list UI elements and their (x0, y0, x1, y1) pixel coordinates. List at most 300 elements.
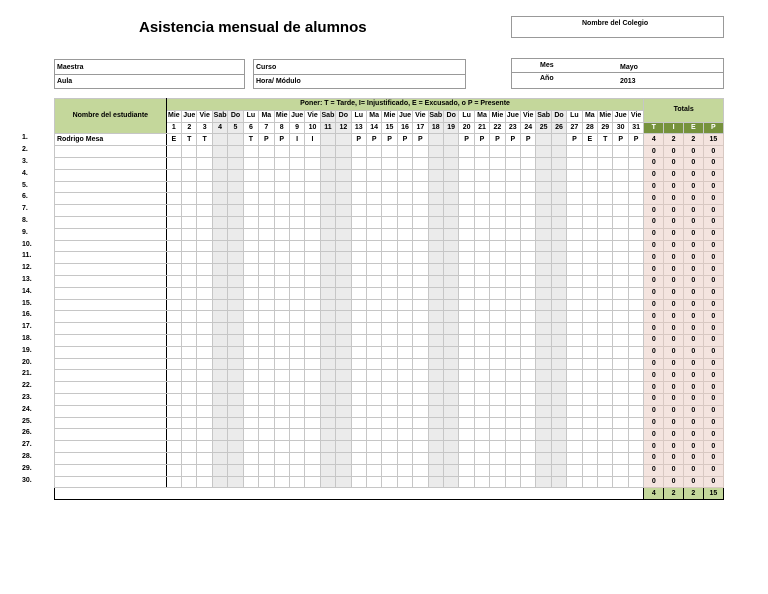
attendance-cell[interactable] (598, 334, 613, 346)
attendance-cell[interactable] (382, 193, 397, 205)
attendance-cell[interactable]: I (289, 134, 304, 146)
attendance-cell[interactable] (228, 134, 243, 146)
attendance-cell[interactable] (182, 417, 197, 429)
attendance-cell[interactable] (289, 205, 304, 217)
attendance-cell[interactable] (428, 370, 443, 382)
attendance-cell[interactable] (351, 299, 366, 311)
attendance-cell[interactable] (628, 429, 644, 441)
attendance-cell[interactable] (490, 181, 505, 193)
attendance-cell[interactable] (289, 146, 304, 158)
attendance-cell[interactable] (567, 405, 582, 417)
attendance-cell[interactable] (628, 146, 644, 158)
attendance-cell[interactable] (428, 452, 443, 464)
attendance-cell[interactable] (182, 441, 197, 453)
attendance-cell[interactable] (366, 193, 381, 205)
student-name[interactable] (55, 181, 167, 193)
attendance-cell[interactable] (166, 240, 181, 252)
attendance-cell[interactable] (382, 476, 397, 488)
attendance-cell[interactable] (613, 275, 628, 287)
attendance-cell[interactable] (274, 405, 289, 417)
attendance-cell[interactable] (536, 476, 551, 488)
attendance-cell[interactable] (382, 299, 397, 311)
attendance-cell[interactable] (598, 169, 613, 181)
attendance-cell[interactable] (567, 146, 582, 158)
attendance-cell[interactable] (536, 228, 551, 240)
attendance-cell[interactable] (582, 193, 597, 205)
attendance-cell[interactable] (382, 216, 397, 228)
attendance-cell[interactable]: E (166, 134, 181, 146)
attendance-cell[interactable] (197, 146, 212, 158)
attendance-cell[interactable] (536, 370, 551, 382)
attendance-cell[interactable] (197, 264, 212, 276)
attendance-cell[interactable] (551, 358, 566, 370)
attendance-cell[interactable] (521, 228, 536, 240)
attendance-cell[interactable] (613, 240, 628, 252)
attendance-cell[interactable] (397, 346, 412, 358)
attendance-cell[interactable] (336, 216, 351, 228)
attendance-cell[interactable] (413, 311, 428, 323)
attendance-cell[interactable] (536, 193, 551, 205)
attendance-cell[interactable] (598, 429, 613, 441)
attendance-cell[interactable] (413, 464, 428, 476)
attendance-cell[interactable] (567, 157, 582, 169)
attendance-cell[interactable] (305, 452, 320, 464)
attendance-cell[interactable] (598, 358, 613, 370)
attendance-cell[interactable] (351, 169, 366, 181)
attendance-cell[interactable] (428, 228, 443, 240)
attendance-cell[interactable] (459, 240, 474, 252)
attendance-cell[interactable] (428, 146, 443, 158)
attendance-cell[interactable] (166, 169, 181, 181)
attendance-cell[interactable] (320, 311, 335, 323)
attendance-cell[interactable] (428, 334, 443, 346)
attendance-cell[interactable] (490, 382, 505, 394)
student-name[interactable] (55, 323, 167, 335)
attendance-cell[interactable] (521, 405, 536, 417)
attendance-cell[interactable] (567, 264, 582, 276)
attendance-cell[interactable] (289, 334, 304, 346)
attendance-cell[interactable] (166, 323, 181, 335)
attendance-cell[interactable] (474, 299, 489, 311)
attendance-cell[interactable] (305, 323, 320, 335)
attendance-cell[interactable]: P (274, 134, 289, 146)
attendance-cell[interactable] (536, 146, 551, 158)
attendance-cell[interactable] (474, 405, 489, 417)
attendance-cell[interactable] (459, 323, 474, 335)
attendance-cell[interactable] (474, 228, 489, 240)
attendance-cell[interactable] (182, 240, 197, 252)
attendance-cell[interactable] (382, 169, 397, 181)
attendance-cell[interactable] (413, 228, 428, 240)
attendance-cell[interactable] (413, 370, 428, 382)
attendance-cell[interactable] (166, 287, 181, 299)
attendance-cell[interactable] (613, 346, 628, 358)
attendance-cell[interactable] (490, 323, 505, 335)
attendance-cell[interactable] (243, 370, 258, 382)
attendance-cell[interactable] (243, 252, 258, 264)
attendance-cell[interactable]: P (613, 134, 628, 146)
attendance-cell[interactable] (551, 252, 566, 264)
attendance-cell[interactable] (443, 393, 458, 405)
attendance-cell[interactable] (428, 299, 443, 311)
attendance-cell[interactable] (567, 299, 582, 311)
attendance-cell[interactable] (413, 323, 428, 335)
attendance-cell[interactable] (197, 346, 212, 358)
attendance-cell[interactable] (551, 441, 566, 453)
attendance-cell[interactable] (428, 181, 443, 193)
attendance-cell[interactable] (598, 157, 613, 169)
attendance-cell[interactable] (443, 169, 458, 181)
attendance-cell[interactable] (628, 382, 644, 394)
attendance-cell[interactable] (274, 346, 289, 358)
attendance-cell[interactable] (582, 181, 597, 193)
attendance-cell[interactable] (598, 275, 613, 287)
attendance-cell[interactable] (490, 370, 505, 382)
attendance-cell[interactable] (336, 323, 351, 335)
attendance-cell[interactable] (521, 476, 536, 488)
attendance-cell[interactable] (228, 264, 243, 276)
attendance-cell[interactable] (320, 264, 335, 276)
attendance-cell[interactable] (197, 441, 212, 453)
attendance-cell[interactable] (320, 228, 335, 240)
attendance-cell[interactable] (212, 441, 227, 453)
attendance-cell[interactable] (521, 240, 536, 252)
attendance-cell[interactable] (613, 464, 628, 476)
attendance-cell[interactable] (567, 334, 582, 346)
attendance-cell[interactable] (474, 157, 489, 169)
attendance-cell[interactable] (305, 334, 320, 346)
attendance-cell[interactable] (228, 370, 243, 382)
attendance-cell[interactable] (366, 181, 381, 193)
attendance-cell[interactable] (459, 287, 474, 299)
attendance-cell[interactable] (243, 216, 258, 228)
attendance-cell[interactable] (289, 275, 304, 287)
attendance-cell[interactable] (505, 382, 520, 394)
attendance-cell[interactable] (320, 134, 335, 146)
attendance-cell[interactable] (212, 216, 227, 228)
attendance-cell[interactable] (521, 205, 536, 217)
attendance-cell[interactable] (274, 429, 289, 441)
attendance-cell[interactable] (459, 417, 474, 429)
attendance-cell[interactable] (166, 370, 181, 382)
attendance-cell[interactable] (490, 252, 505, 264)
attendance-cell[interactable] (521, 464, 536, 476)
attendance-cell[interactable] (490, 346, 505, 358)
attendance-cell[interactable] (366, 169, 381, 181)
attendance-cell[interactable] (366, 240, 381, 252)
attendance-cell[interactable] (351, 264, 366, 276)
attendance-cell[interactable] (428, 311, 443, 323)
attendance-cell[interactable] (459, 358, 474, 370)
attendance-cell[interactable] (628, 370, 644, 382)
attendance-cell[interactable] (274, 216, 289, 228)
attendance-cell[interactable] (289, 311, 304, 323)
attendance-cell[interactable] (613, 157, 628, 169)
attendance-cell[interactable] (182, 157, 197, 169)
attendance-cell[interactable] (397, 169, 412, 181)
attendance-cell[interactable] (289, 181, 304, 193)
attendance-cell[interactable] (397, 370, 412, 382)
attendance-cell[interactable] (613, 370, 628, 382)
attendance-cell[interactable] (166, 264, 181, 276)
attendance-cell[interactable] (382, 382, 397, 394)
student-name[interactable] (55, 393, 167, 405)
attendance-cell[interactable] (628, 193, 644, 205)
attendance-cell[interactable] (613, 299, 628, 311)
attendance-cell[interactable] (366, 405, 381, 417)
attendance-cell[interactable] (443, 287, 458, 299)
attendance-cell[interactable] (397, 358, 412, 370)
attendance-cell[interactable] (521, 193, 536, 205)
attendance-cell[interactable] (320, 429, 335, 441)
attendance-cell[interactable] (521, 169, 536, 181)
attendance-cell[interactable] (428, 476, 443, 488)
attendance-cell[interactable] (613, 429, 628, 441)
student-name[interactable]: Rodrigo Mesa (55, 134, 167, 146)
student-name[interactable] (55, 405, 167, 417)
attendance-cell[interactable] (243, 157, 258, 169)
attendance-cell[interactable] (567, 476, 582, 488)
attendance-cell[interactable] (182, 476, 197, 488)
attendance-cell[interactable] (243, 346, 258, 358)
attendance-cell[interactable] (490, 275, 505, 287)
attendance-cell[interactable] (336, 382, 351, 394)
attendance-cell[interactable] (443, 405, 458, 417)
attendance-cell[interactable] (166, 441, 181, 453)
attendance-cell[interactable] (521, 216, 536, 228)
attendance-cell[interactable] (366, 323, 381, 335)
attendance-cell[interactable] (259, 323, 274, 335)
attendance-cell[interactable] (490, 452, 505, 464)
attendance-cell[interactable] (212, 382, 227, 394)
attendance-cell[interactable] (474, 252, 489, 264)
attendance-cell[interactable] (397, 205, 412, 217)
attendance-cell[interactable] (274, 441, 289, 453)
attendance-cell[interactable] (521, 441, 536, 453)
attendance-cell[interactable] (521, 323, 536, 335)
attendance-cell[interactable] (366, 334, 381, 346)
attendance-cell[interactable] (567, 275, 582, 287)
attendance-cell[interactable] (336, 252, 351, 264)
attendance-cell[interactable] (259, 146, 274, 158)
attendance-cell[interactable] (428, 193, 443, 205)
attendance-cell[interactable] (628, 216, 644, 228)
attendance-cell[interactable] (305, 193, 320, 205)
attendance-cell[interactable] (490, 393, 505, 405)
attendance-cell[interactable] (551, 287, 566, 299)
attendance-cell[interactable] (598, 382, 613, 394)
attendance-cell[interactable] (567, 169, 582, 181)
attendance-cell[interactable] (197, 181, 212, 193)
student-name[interactable] (55, 252, 167, 264)
attendance-cell[interactable] (382, 464, 397, 476)
attendance-cell[interactable] (351, 429, 366, 441)
attendance-cell[interactable] (382, 334, 397, 346)
attendance-cell[interactable] (212, 393, 227, 405)
attendance-cell[interactable]: P (413, 134, 428, 146)
attendance-cell[interactable] (320, 358, 335, 370)
attendance-cell[interactable] (182, 346, 197, 358)
attendance-cell[interactable] (228, 252, 243, 264)
attendance-cell[interactable] (551, 393, 566, 405)
attendance-cell[interactable] (274, 169, 289, 181)
attendance-cell[interactable] (428, 358, 443, 370)
attendance-cell[interactable] (428, 464, 443, 476)
attendance-cell[interactable] (166, 382, 181, 394)
attendance-cell[interactable] (382, 452, 397, 464)
attendance-cell[interactable] (628, 452, 644, 464)
attendance-cell[interactable] (474, 216, 489, 228)
attendance-cell[interactable] (320, 169, 335, 181)
attendance-cell[interactable] (505, 464, 520, 476)
attendance-cell[interactable] (397, 452, 412, 464)
student-name[interactable] (55, 476, 167, 488)
attendance-cell[interactable] (443, 346, 458, 358)
attendance-cell[interactable] (289, 393, 304, 405)
attendance-cell[interactable] (459, 157, 474, 169)
attendance-cell[interactable] (536, 405, 551, 417)
attendance-cell[interactable] (212, 287, 227, 299)
attendance-cell[interactable] (274, 264, 289, 276)
attendance-cell[interactable] (428, 429, 443, 441)
attendance-cell[interactable] (259, 299, 274, 311)
attendance-cell[interactable] (366, 264, 381, 276)
attendance-cell[interactable] (521, 334, 536, 346)
attendance-cell[interactable] (320, 393, 335, 405)
attendance-cell[interactable] (182, 287, 197, 299)
attendance-cell[interactable] (459, 464, 474, 476)
attendance-cell[interactable] (182, 405, 197, 417)
attendance-cell[interactable] (598, 205, 613, 217)
attendance-cell[interactable] (474, 358, 489, 370)
student-name[interactable] (55, 346, 167, 358)
attendance-cell[interactable] (274, 334, 289, 346)
attendance-cell[interactable] (397, 417, 412, 429)
attendance-cell[interactable] (243, 146, 258, 158)
attendance-cell[interactable] (166, 464, 181, 476)
attendance-cell[interactable] (536, 157, 551, 169)
attendance-cell[interactable] (521, 299, 536, 311)
attendance-cell[interactable] (228, 169, 243, 181)
attendance-cell[interactable] (474, 429, 489, 441)
attendance-cell[interactable] (289, 382, 304, 394)
attendance-cell[interactable] (351, 393, 366, 405)
attendance-cell[interactable] (474, 193, 489, 205)
attendance-cell[interactable] (567, 417, 582, 429)
attendance-cell[interactable] (305, 311, 320, 323)
attendance-cell[interactable] (536, 429, 551, 441)
attendance-cell[interactable] (443, 417, 458, 429)
attendance-cell[interactable] (628, 275, 644, 287)
attendance-cell[interactable] (505, 476, 520, 488)
attendance-cell[interactable] (413, 417, 428, 429)
attendance-cell[interactable] (505, 358, 520, 370)
attendance-cell[interactable] (182, 334, 197, 346)
attendance-cell[interactable] (166, 452, 181, 464)
attendance-cell[interactable] (366, 311, 381, 323)
attendance-cell[interactable] (197, 240, 212, 252)
attendance-cell[interactable] (182, 169, 197, 181)
attendance-cell[interactable] (521, 358, 536, 370)
attendance-cell[interactable] (243, 275, 258, 287)
student-name[interactable] (55, 157, 167, 169)
attendance-cell[interactable] (567, 382, 582, 394)
attendance-cell[interactable] (320, 287, 335, 299)
attendance-cell[interactable] (397, 393, 412, 405)
attendance-cell[interactable] (536, 205, 551, 217)
attendance-cell[interactable] (182, 299, 197, 311)
student-name[interactable] (55, 216, 167, 228)
attendance-cell[interactable]: T (197, 134, 212, 146)
attendance-cell[interactable] (582, 299, 597, 311)
attendance-cell[interactable] (182, 393, 197, 405)
attendance-cell[interactable] (243, 311, 258, 323)
attendance-cell[interactable] (582, 311, 597, 323)
attendance-cell[interactable] (598, 193, 613, 205)
attendance-cell[interactable] (521, 181, 536, 193)
attendance-cell[interactable] (197, 228, 212, 240)
attendance-cell[interactable] (274, 452, 289, 464)
attendance-cell[interactable] (582, 228, 597, 240)
attendance-cell[interactable] (336, 169, 351, 181)
attendance-cell[interactable] (536, 323, 551, 335)
student-name[interactable] (55, 311, 167, 323)
attendance-cell[interactable] (382, 275, 397, 287)
attendance-cell[interactable] (305, 382, 320, 394)
attendance-cell[interactable] (459, 334, 474, 346)
attendance-cell[interactable] (598, 476, 613, 488)
attendance-cell[interactable] (166, 299, 181, 311)
attendance-cell[interactable] (382, 264, 397, 276)
attendance-cell[interactable] (243, 358, 258, 370)
attendance-cell[interactable] (289, 464, 304, 476)
attendance-cell[interactable] (336, 299, 351, 311)
attendance-cell[interactable] (382, 346, 397, 358)
attendance-cell[interactable]: P (459, 134, 474, 146)
attendance-cell[interactable] (582, 169, 597, 181)
attendance-cell[interactable] (413, 334, 428, 346)
attendance-cell[interactable] (536, 181, 551, 193)
attendance-cell[interactable] (551, 157, 566, 169)
attendance-cell[interactable] (613, 323, 628, 335)
attendance-cell[interactable] (305, 358, 320, 370)
attendance-cell[interactable] (521, 382, 536, 394)
attendance-cell[interactable] (289, 441, 304, 453)
attendance-cell[interactable] (166, 358, 181, 370)
attendance-cell[interactable] (274, 370, 289, 382)
attendance-cell[interactable] (166, 311, 181, 323)
attendance-cell[interactable] (428, 134, 443, 146)
attendance-cell[interactable] (259, 452, 274, 464)
attendance-cell[interactable] (443, 264, 458, 276)
attendance-cell[interactable] (521, 252, 536, 264)
attendance-cell[interactable] (351, 405, 366, 417)
attendance-cell[interactable] (490, 334, 505, 346)
attendance-cell[interactable] (212, 193, 227, 205)
attendance-cell[interactable] (289, 169, 304, 181)
attendance-cell[interactable] (366, 370, 381, 382)
attendance-cell[interactable] (567, 181, 582, 193)
attendance-cell[interactable] (243, 464, 258, 476)
attendance-cell[interactable] (613, 228, 628, 240)
attendance-cell[interactable] (212, 464, 227, 476)
attendance-cell[interactable] (628, 311, 644, 323)
attendance-cell[interactable] (598, 287, 613, 299)
attendance-cell[interactable] (521, 346, 536, 358)
attendance-cell[interactable] (567, 429, 582, 441)
attendance-cell[interactable] (397, 441, 412, 453)
attendance-cell[interactable] (351, 193, 366, 205)
